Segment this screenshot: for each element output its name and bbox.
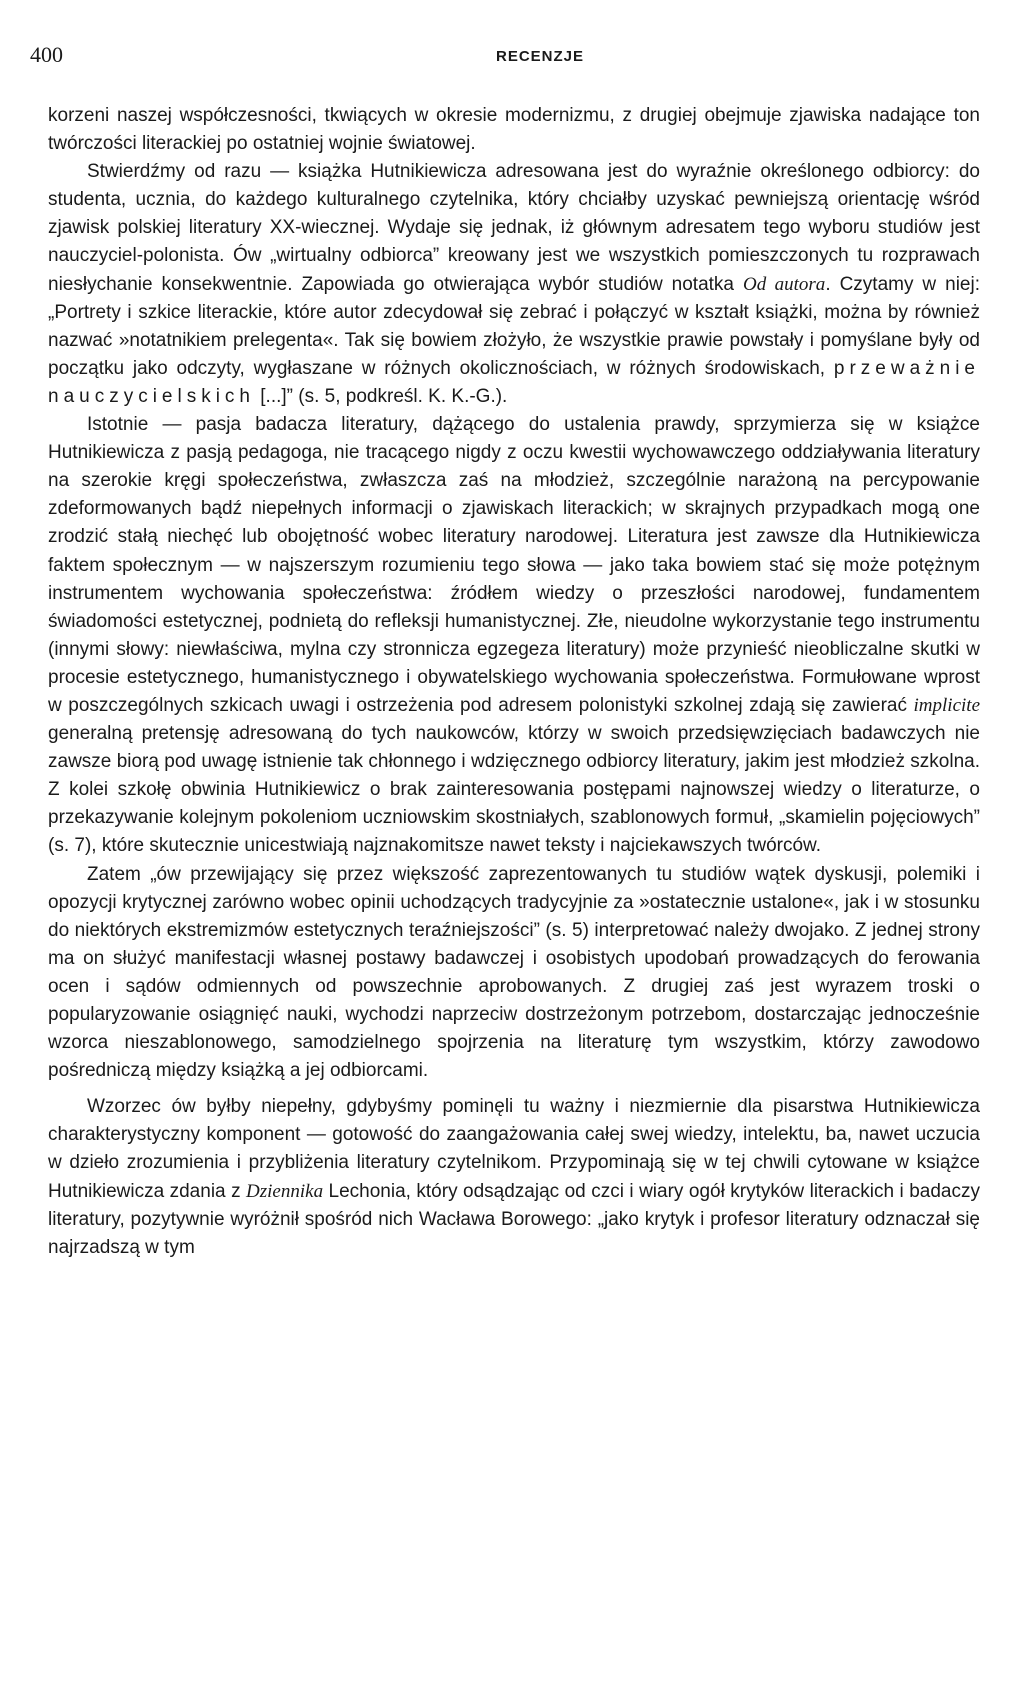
page-number: 400	[30, 42, 63, 67]
paragraph-3	[48, 411, 980, 861]
paragraph-1	[48, 102, 980, 158]
paragraph-2	[48, 158, 980, 411]
paragraph-3-text-a: Istotnie — pasja badacza literatury, dążącego do ustalenia prawdy, sprzymierza się w książce Hutnikiewicza z pasją pedagoga, nie tracącego nigdy z oczu kwestii wychowawczego oddziaływania literatury na szerokie kręgi społeczeństwa, zwłaszcza zaś na młodzież, szczególnie narażoną na percypowanie zdeformowanych bądź niepełnych informacji o zjawiskach literackich; w skrajnych przypadkach mogą one zrodzić stałą niechęć lub obojętność wobec literatury narodowej. Literatura jest zawsze dla Hutnikiewicza faktem społecznym — w najszerszym rozumieniu tego słowa — jako taka bowiem stać się może potężnym instrumentem wychowania społeczeństwa: źródłem wiedzy o przeszłości narodowej, fundamentem świadomości estetycznej, podnietą do refleksji humanistycznej. Złe, nieudolne wykorzystanie tego instrumentu (innymi słowy: niewłaściwa, mylna czy stronnicza egzegeza literatury) może przynieść nieobliczalne skutki w procesie estetycznego, humanistycznego i obywatelskiego wychowania społeczeństwa. Formułowane wprost w poszczególnych szkicach uwagi i ostrzeżenia pod adresem polonistyki szkolnej zdają się zawierać	[48, 414, 980, 716]
paragraph-5-text-a: Wzorzec ów byłby niepełny, gdybyśmy pominęli tu ważny i niezmiernie dla pisarstwa Hutnikiewicza charakterystyczny komponent — gotowość do zaangażowania całej swej wiedzy, intelektu, ba, nawet uczucia w dzieło zrozumienia i przybliżenia literatury czytelnikom. Przypominają się w tej chwili cytowane w książce Hutnikiewicza zdania z	[48, 1096, 980, 1202]
paragraph-2-spaced-emphasis: przeważnie nauczycielskich	[48, 357, 980, 407]
paragraph-2-emphasis: Od autora	[742, 273, 826, 295]
paragraph-4	[48, 861, 980, 1086]
body-text	[48, 102, 980, 1262]
running-head: RECENZJE	[496, 48, 585, 65]
paragraph-5	[48, 1093, 980, 1262]
paragraph-4-text: Zatem „ów przewijający się przez większość zaprezentowanych tu studiów wątek dyskusji, polemiki i opozycji krytycznej zarówno wobec opinii uchodzących tradycyjnie za »ostatecznie ustalone«, jak i w stosunku do niektórych ekstremizmów estetycznych teraźniejszości” (s. 5) interpretować należy dwojako. Z jednej strony ma on służyć manifestacji własnej postawy badawczej i osobistych upodobań prowadzących do ferowania ocen i sądów odmiennych od powszechnie aprobowanych. Z drugiej zaś jest wyrazem troski o popularyzowanie osiągnięć nauki, wychodzi naprzeciw dostrzeżonym potrzebom, dostarczając jednocześnie wzorca nieszablonowego, samodzielnego spojrzenia na literaturę tym wszystkim, którzy zawodowo pośredniczą między książką a jej odbiorcami.	[48, 863, 980, 1082]
paragraph-5-emphasis: Dziennika	[246, 1180, 324, 1202]
paragraph-1-text: korzeni naszej współczesności, tkwiących w okresie modernizmu, z drugiej obejmuje zjawiska nadające ton twórczości literackiej po ostatniej wojnie światowej.	[48, 105, 980, 155]
paragraph-3-emphasis: implicite	[913, 694, 980, 716]
paragraph-5-text-b: Lechonia, który odsądzając od czci i wiary ogół krytyków literackich i badaczy literatury, pozytywnie wyróżnił spośród nich Wacława Borowego: „jako krytyk i profesor literatury odznaczał się najrzadszą w tym	[48, 1180, 980, 1258]
paragraph-2-text-c: [...]” (s. 5, podkreśl. K. K.-G.).	[255, 385, 508, 407]
paragraph-2-text-a: Stwierdźmy od razu — książka Hutnikiewicza adresowana jest do wyraźnie określonego odbiorcy: do studenta, ucznia, do każdego kulturalnego czytelnika, który chciałby uzyskać pewniejszą orientację wśród zjawisk polskiej literatury XX-wiecznej. Wydaje się jednak, iż głównym adresatem tego wyboru studiów jest nauczyciel-polonista. Ów „wirtualny odbiorca” kreowany jest we wszystkich pomieszczonych tu rozprawach niesłychanie konsekwentnie. Zapowiada go otwierająca wybór studiów notatka	[48, 161, 980, 295]
page-header	[30, 42, 994, 70]
paragraph-3-text-b: generalną pretensję adresowaną do tych naukowców, którzy w swoich przedsięwzięciach badawczych nie zawsze biorą pod uwagę istnienie tak chłonnego i wdzięcznego odbiorcy literatury, jakim jest młodzież szkolna. Z kolei szkołę obwinia Hutnikiewicz o brak zainteresowania postępami najnowszej wiedzy o literaturze, o przekazywanie kolejnym pokoleniom uczniowskim skostniałych, szablonowych formuł, „skamielin pojęciowych” (s. 7), które skutecznie unicestwiają najznakomitsze nawet teksty i najciekawszych twórców.	[48, 723, 980, 857]
paragraph-2-text-b: . Czytamy w niej: „Portrety i szkice literackie, które autor zdecydował się zebrać i połączyć w kształt książki, można by również nazwać »notatnikiem prelegenta«. Tak się bowiem złożyło, że wszystkie prawie powstały i pomyślane były od początku jako odczyty, wygłaszane w różnych okolicznościach, w różnych środowiskach,	[48, 273, 980, 379]
